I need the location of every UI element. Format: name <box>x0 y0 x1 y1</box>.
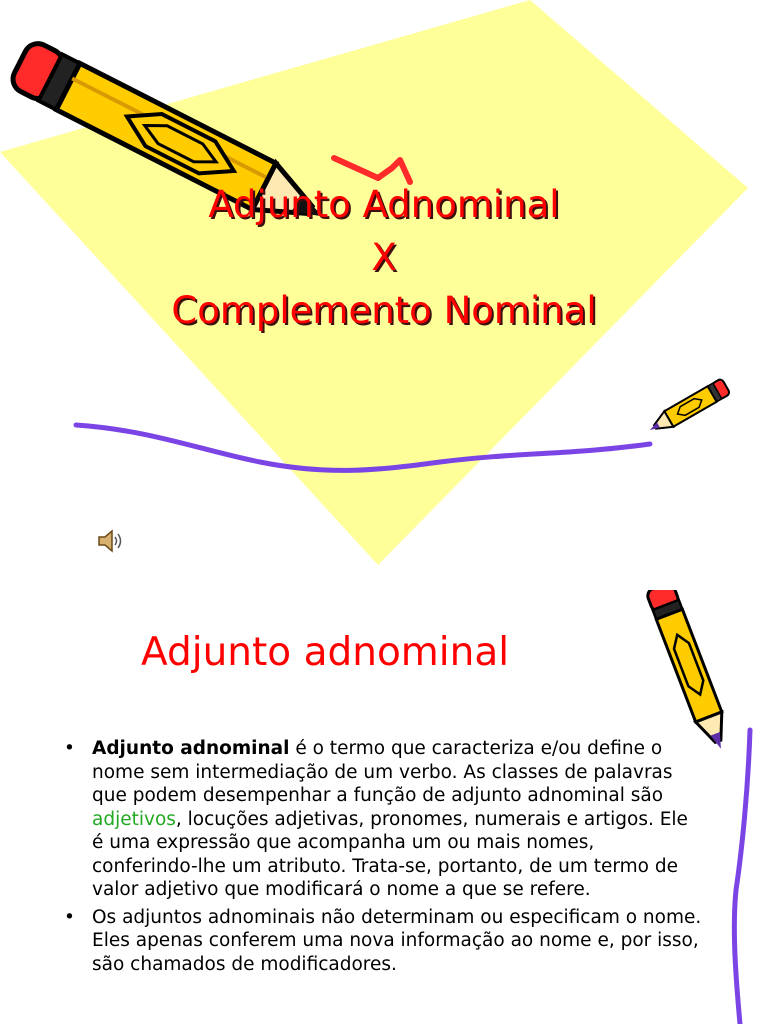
bullet-list <box>62 737 702 980</box>
speaker-icon[interactable] <box>97 528 125 554</box>
slide-title <box>0 178 768 337</box>
bullet-bold-term: Adjunto adnominal <box>92 738 290 759</box>
bullet-symbol: • <box>64 738 75 759</box>
bullet-text: Os adjuntos adnominais não determinam ou especificam o nome. Eles apenas conferem uma nova informação ao nome e, por isso, são chamados de modificadores. <box>92 906 702 975</box>
list-item <box>62 906 702 977</box>
highlighted-term: adjetivos <box>92 808 176 830</box>
small-pencil-icon <box>645 378 730 438</box>
title-line-2: X <box>371 236 397 279</box>
bullet-text: é o termo que caracteriza e/ou define o nome sem intermediação de um verbo. As classes de palavras que podem desempenhar a função de adjunto adnominal são <box>92 738 673 806</box>
purple-vertical-line <box>734 730 750 1024</box>
list-item <box>62 737 702 902</box>
bullet-text-continued: , locuções adjetivas, pronomes, numerais e artigos. Ele é uma expressão que acompanha um ou mais nomes, conferindo-lhe um atributo. Trata-se, portanto, de um termo de valor adjetivo que modificará o nome a que se refere. <box>92 808 688 900</box>
title-line-3: Complemento Nominal <box>171 289 597 332</box>
vertical-pencil-icon <box>645 590 733 754</box>
section-heading: Adjunto adnominal <box>141 630 510 675</box>
bullet-symbol: • <box>64 906 75 928</box>
title-line-1: Adjunto Adnominal <box>208 183 560 226</box>
